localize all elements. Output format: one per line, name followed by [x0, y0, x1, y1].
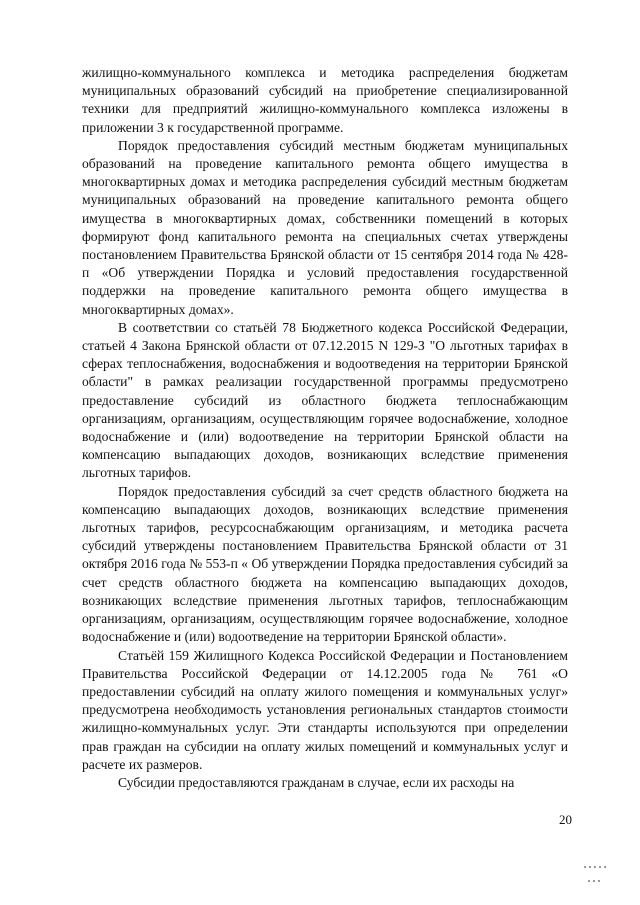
paragraph-housing-code-article-159: Статьёй 159 Жилищного Кодекса Российской Федерации и Постановлением Правительства Российской Федерации от 14.12.2005 года № 761 «О предоставлении субсидий на оплату жилого помещения и коммунальных услуг» предусмотрена необходимость установления региональных стандартов стоимости жилищно-коммунальных услуг. Эти стандарты используются при определении прав граждан на субсидии на оплату жилых помещений и коммунальных услуг и расчете их размеров. [82, 647, 568, 772]
paragraph-budget-code-article-78: В соответствии со статьёй 78 Бюджетного кодекса Российской Федерации, статьей 4 Закона Брянской области от 07.12.2015 N 129-З "О льготных тарифах в сферах теплоснабжения, водоснабжения и водоотведения на территории Брянской области" в рамках реализации государственной программы предусмотрено предоставление субсидий из областного бюджета теплоснабжающим организациям, организациям, осуществляющим горячее водоснабжение, холодное водоснабжение и (или) водоотведение на территории Брянской области на компенсацию выпадающих доходов, возникающих вследствие применения льготных тарифов. [82, 319, 568, 481]
scan-artifact [588, 880, 602, 882]
paragraph-subsidies-granted: Субсидии предоставляются гражданам в случае, если их расходы на [118, 774, 515, 790]
document-body [82, 64, 568, 792]
paragraph-compensation-procedure: Порядок предоставления субсидий за счет средств областного бюджета на компенсацию выпадающих доходов, возникающих вследствие применения льготных тарифов, ресурсоснабжающим организациям, и методика расчета субсидий утверждены постановлением Правительства Брянской области от 31 октября 2016 года № 553-п « Об утверждении Порядка предоставления субсидий за счет средств областного бюджета на компенсацию выпадающих доходов, возникающих вследствие применения льготных тарифов, теплоснабжающим организациям, организациям, осуществляющим горячее водоснабжение, холодное водоснабжение и (или) водоотведение на территории Брянской области». [82, 483, 568, 645]
paragraph-capital-repair-subsidies: Порядок предоставления субсидий местным бюджетам муниципальных образований на проведение капитального ремонта общего имущества в многоквартирных домах и методика распределения субсидий местным бюджетам муниципальных образований на проведение капитального ремонта общего имущества в многоквартирных домах, собственники помещений в которых формируют фонд капитального ремонта на специальных счетах утверждены постановлением Правительства Брянской области от 15 сентября 2014 года № 428-п «Об утверждении Порядка и условий предоставления государственной поддержки на проведение капитального ремонта общего имущества в многоквартирных домах». [82, 137, 568, 317]
page-number: 20 [559, 812, 572, 827]
scan-artifact [584, 866, 606, 868]
paragraph-continuation: жилищно-коммунального комплекса и методика распределения бюджетам муниципальных образований субсидий на приобретение специализированной техники для предприятий жилищно-коммунального комплекса изложены в приложении 3 к государственной программе. [82, 65, 568, 135]
